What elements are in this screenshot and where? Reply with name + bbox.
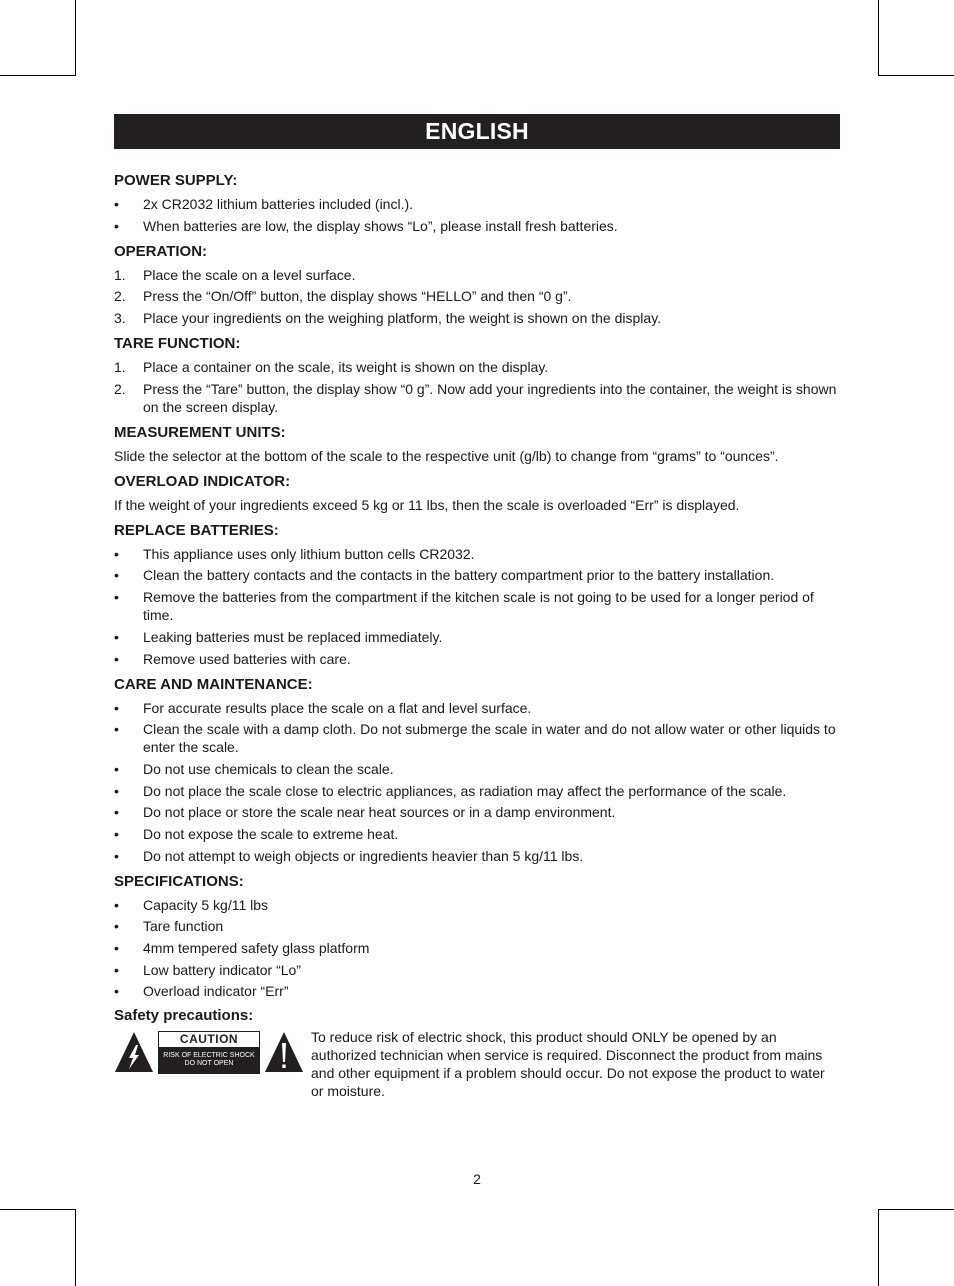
sections-container [114, 172, 840, 1000]
list-item [114, 896, 840, 914]
list-item-text: 2x CR2032 lithium batteries included (incl.). [143, 196, 414, 212]
safety-title: Safety precautions: [114, 1007, 254, 1025]
list-item-text: Do not expose the scale to extreme heat. [143, 825, 399, 842]
list-marker: • [114, 896, 119, 913]
crop-mark [878, 0, 879, 76]
crop-mark [878, 75, 954, 76]
list-item-text: Do not place the scale close to electric appliances, as radiation may affect the performance of the scale. [143, 782, 787, 799]
list-item-text: Place the scale on a level surface. [143, 266, 356, 283]
list-item [114, 803, 840, 821]
section [114, 424, 840, 465]
list-item-text: Place a container on the scale, its weight is shown on the display. [143, 359, 549, 376]
list-item [114, 939, 840, 957]
list-item-text: Do not attempt to weigh objects or ingredients heavier than 5 kg/11 lbs. [143, 847, 584, 864]
list-marker: • [114, 847, 119, 864]
safety-row [114, 1028, 840, 1098]
list-marker: • [114, 196, 119, 212]
language-banner: ENGLISH [114, 114, 840, 149]
section-paragraph: If the weight of your ingredients exceed 5 kg or 11 lbs, then the scale is overloaded “Err” is displayed. [114, 496, 740, 513]
list-item [114, 266, 840, 284]
caution-heading: CAUTION [159, 1032, 259, 1047]
list-item [114, 720, 840, 756]
list-item [114, 847, 840, 865]
list-item [114, 195, 840, 213]
list-marker: • [114, 940, 119, 956]
crop-mark [0, 1209, 76, 1210]
list-marker: • [114, 628, 119, 645]
list-item [114, 699, 840, 717]
list-item-text: Remove the batteries from the compartment if the kitchen scale is not going to be used for a longer period of time. [143, 589, 814, 624]
crop-mark [878, 1209, 954, 1210]
crop-mark [75, 1209, 76, 1286]
crop-mark [878, 1209, 879, 1286]
exclamation-warning-icon [264, 1031, 304, 1073]
page-number: 2 [473, 1171, 481, 1187]
list-item-text: Tare function [143, 918, 224, 935]
list-marker: • [114, 918, 119, 935]
list-item [114, 982, 840, 1000]
section [114, 522, 840, 668]
list-marker: 1. [114, 359, 126, 376]
list-item [114, 588, 840, 624]
manual-page [114, 114, 840, 1098]
section-title: SPECIFICATIONS: [114, 872, 244, 890]
list-marker: • [114, 650, 119, 667]
list-item-text: Do not use chemicals to clean the scale. [143, 760, 394, 777]
safety-text: To reduce risk of electric shock, this product should ONLY be opened by an authorized technician when service is required. Disconnect the product from mains and other equipment if a problem should occur. Do not expose the product to water or moisture. [311, 1029, 825, 1100]
list-item [114, 217, 840, 235]
list-marker: • [114, 961, 119, 978]
list-marker: • [114, 983, 119, 1000]
section-list [114, 358, 840, 416]
safety-section [114, 1007, 840, 1098]
section [114, 676, 840, 865]
list-item [114, 961, 840, 979]
list-marker: 3. [114, 310, 126, 327]
list-item-text: For accurate results place the scale on a flat and level surface. [143, 699, 532, 716]
list-item [114, 380, 840, 416]
section-paragraph: Slide the selector at the bottom of the scale to the respective unit (g/lb) to change from “grams” to “ounces”. [114, 447, 779, 464]
list-item-text: Overload indicator “Err” [143, 983, 289, 1000]
section-title: REPLACE BATTERIES: [114, 521, 279, 539]
section [114, 335, 840, 416]
list-item-text: This appliance uses only lithium button cells CR2032. [143, 545, 475, 562]
section-list [114, 266, 840, 327]
list-item-text: Press the “Tare” button, the display show “0 g”. Now add your ingredients into the container, the weight is shown on the screen display. [143, 380, 837, 415]
list-item [114, 628, 840, 646]
list-item-text: Clean the battery contacts and the contacts in the battery compartment prior to the battery installation. [143, 567, 775, 584]
caution-label [158, 1031, 260, 1074]
section-title: OPERATION: [114, 242, 208, 260]
list-item [114, 545, 840, 563]
list-item-text: When batteries are low, the display shows “Lo”, please install fresh batteries. [143, 217, 618, 234]
list-marker: 2. [114, 288, 126, 305]
list-item [114, 287, 840, 305]
list-item-text: Low battery indicator “Lo” [143, 961, 301, 978]
section [114, 243, 840, 327]
list-item-text: Remove used batteries with care. [143, 650, 351, 667]
list-marker: • [114, 545, 119, 562]
section [114, 473, 840, 514]
section-title: MEASUREMENT UNITS: [114, 423, 286, 441]
list-item [114, 825, 840, 843]
list-item-text: Leaking batteries must be replaced immediately. [143, 628, 443, 645]
section [114, 873, 840, 1001]
list-item-text: Capacity 5 kg/11 lbs [143, 896, 269, 913]
list-item [114, 358, 840, 376]
list-item-text: Clean the scale with a damp cloth. Do not submerge the scale in water and do not allow water or other liquids to enter the scale. [143, 721, 836, 756]
section-list [114, 699, 840, 865]
caution-subtext: RISK OF ELECTRIC SHOCK DO NOT OPEN [163, 1052, 255, 1068]
list-item [114, 760, 840, 778]
section-list [114, 545, 840, 668]
section-title: CARE AND MAINTENANCE: [114, 675, 313, 693]
list-item [114, 782, 840, 800]
lightning-warning-icon [114, 1031, 154, 1073]
crop-mark [0, 75, 76, 76]
list-marker: • [114, 721, 119, 738]
section-title: OVERLOAD INDICATOR: [114, 472, 291, 490]
list-item-text: Do not place or store the scale near heat sources or in a damp environment. [143, 804, 616, 821]
section-title: TARE FUNCTION: [114, 335, 241, 353]
section-title: POWER SUPPLY: [114, 172, 238, 189]
list-marker: • [114, 804, 119, 821]
list-item-text: 4mm tempered safety glass platform [143, 940, 370, 956]
list-marker: 2. [114, 380, 126, 397]
list-marker: • [114, 699, 119, 716]
list-item-text: Place your ingredients on the weighing platform, the weight is shown on the display. [143, 310, 662, 327]
list-marker: • [114, 217, 119, 234]
list-marker: • [114, 589, 119, 606]
list-item [114, 309, 840, 327]
list-marker: • [114, 782, 119, 799]
list-marker: 1. [114, 266, 126, 283]
list-item [114, 917, 840, 935]
list-item [114, 650, 840, 668]
section-list [114, 195, 840, 235]
list-marker: • [114, 825, 119, 842]
section-list [114, 896, 840, 1001]
crop-mark [75, 0, 76, 76]
list-item-text: Press the “On/Off” button, the display shows “HELLO” and then “0 g”. [143, 288, 572, 305]
list-marker: • [114, 760, 119, 777]
list-marker: • [114, 567, 119, 584]
list-item [114, 566, 840, 584]
section [114, 172, 840, 235]
